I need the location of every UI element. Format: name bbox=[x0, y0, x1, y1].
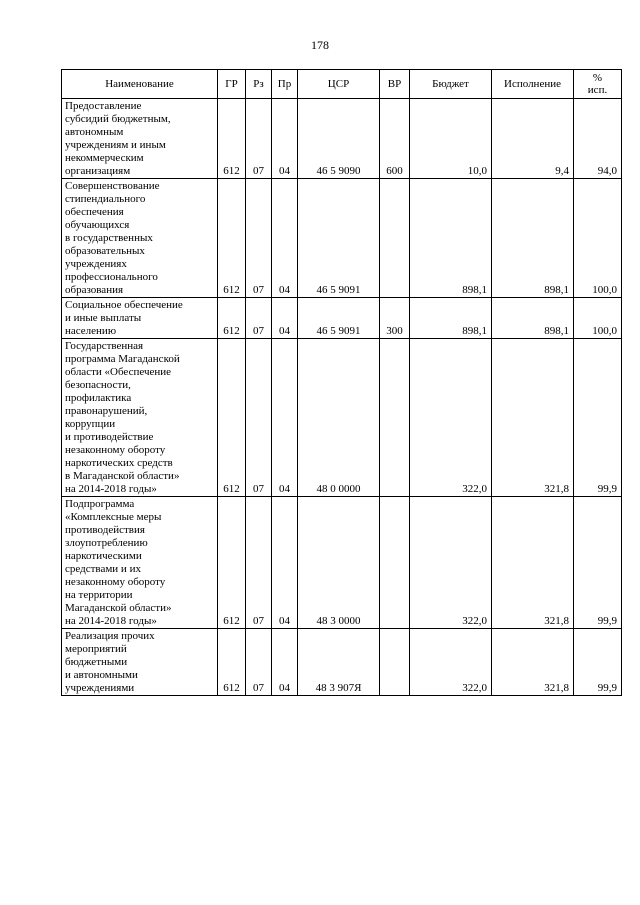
row-budget: 322,0 bbox=[410, 629, 492, 696]
row-execution: 321,8 bbox=[492, 629, 574, 696]
row-budget: 898,1 bbox=[410, 179, 492, 298]
row-budget: 322,0 bbox=[410, 339, 492, 497]
row-vr bbox=[380, 339, 410, 497]
row-vr: 300 bbox=[380, 298, 410, 339]
row-csr: 48 0 0000 bbox=[298, 339, 380, 497]
row-pr: 04 bbox=[272, 179, 298, 298]
row-vr: 600 bbox=[380, 99, 410, 179]
header-pct: % исп. bbox=[574, 70, 622, 99]
row-csr: 46 5 9090 bbox=[298, 99, 380, 179]
table-header-row bbox=[62, 70, 622, 99]
row-execution: 321,8 bbox=[492, 339, 574, 497]
header-name: Наименование bbox=[62, 70, 218, 99]
row-execution: 898,1 bbox=[492, 298, 574, 339]
row-rz: 07 bbox=[246, 99, 272, 179]
table-row bbox=[62, 497, 622, 629]
row-csr: 46 5 9091 bbox=[298, 298, 380, 339]
row-pct: 94,0 bbox=[574, 99, 622, 179]
row-pr: 04 bbox=[272, 298, 298, 339]
row-pr: 04 bbox=[272, 497, 298, 629]
table-row bbox=[62, 298, 622, 339]
table-row bbox=[62, 339, 622, 497]
row-csr: 48 3 907Я bbox=[298, 629, 380, 696]
row-budget: 898,1 bbox=[410, 298, 492, 339]
table-row bbox=[62, 99, 622, 179]
row-pct: 99,9 bbox=[574, 339, 622, 497]
row-pct: 100,0 bbox=[574, 179, 622, 298]
row-rz: 07 bbox=[246, 339, 272, 497]
row-execution: 898,1 bbox=[492, 179, 574, 298]
row-gr: 612 bbox=[218, 629, 246, 696]
header-budget: Бюджет bbox=[410, 70, 492, 99]
row-name: Социальное обеспечение и иные выплаты населению bbox=[62, 298, 218, 339]
row-rz: 07 bbox=[246, 629, 272, 696]
row-rz: 07 bbox=[246, 298, 272, 339]
row-name: Предоставление субсидий бюджетным, автономным учреждениям и иным некоммерческим организациям bbox=[62, 99, 218, 179]
row-execution: 321,8 bbox=[492, 497, 574, 629]
header-csr: ЦСР bbox=[298, 70, 380, 99]
row-vr bbox=[380, 179, 410, 298]
row-rz: 07 bbox=[246, 497, 272, 629]
row-budget: 10,0 bbox=[410, 99, 492, 179]
row-rz: 07 bbox=[246, 179, 272, 298]
row-name: Совершенствование стипендиального обеспечения обучающихся в государственных образовательных учреждениях профессионального образования bbox=[62, 179, 218, 298]
row-pct: 99,9 bbox=[574, 497, 622, 629]
table-row bbox=[62, 629, 622, 696]
budget-table bbox=[61, 69, 622, 696]
row-vr bbox=[380, 497, 410, 629]
row-pr: 04 bbox=[272, 99, 298, 179]
page-number: 178 bbox=[311, 38, 329, 52]
row-name: Реализация прочих мероприятий бюджетными и автономными учреждениями bbox=[62, 629, 218, 696]
row-name: Государственная программа Магаданской области «Обеспечение безопасности, профилактика правонарушений, коррупции и противодействие незаконному обороту наркотических средств в Магаданской области» на 2014-2018 годы» bbox=[62, 339, 218, 497]
header-gr: ГР bbox=[218, 70, 246, 99]
header-vr: ВР bbox=[380, 70, 410, 99]
header-execution: Исполнение bbox=[492, 70, 574, 99]
table-row bbox=[62, 179, 622, 298]
row-name: Подпрограмма «Комплексные меры противодействия злоупотреблению наркотическими средствами и их незаконному обороту на территории Магаданской области» на 2014-2018 годы» bbox=[62, 497, 218, 629]
row-csr: 48 3 0000 bbox=[298, 497, 380, 629]
row-csr: 46 5 9091 bbox=[298, 179, 380, 298]
row-gr: 612 bbox=[218, 179, 246, 298]
row-pct: 99,9 bbox=[574, 629, 622, 696]
row-pct: 100,0 bbox=[574, 298, 622, 339]
row-gr: 612 bbox=[218, 99, 246, 179]
header-pr: Пр bbox=[272, 70, 298, 99]
row-budget: 322,0 bbox=[410, 497, 492, 629]
row-gr: 612 bbox=[218, 298, 246, 339]
row-pr: 04 bbox=[272, 339, 298, 497]
row-vr bbox=[380, 629, 410, 696]
row-execution: 9,4 bbox=[492, 99, 574, 179]
header-rz: Рз bbox=[246, 70, 272, 99]
row-gr: 612 bbox=[218, 339, 246, 497]
row-gr: 612 bbox=[218, 497, 246, 629]
row-pr: 04 bbox=[272, 629, 298, 696]
